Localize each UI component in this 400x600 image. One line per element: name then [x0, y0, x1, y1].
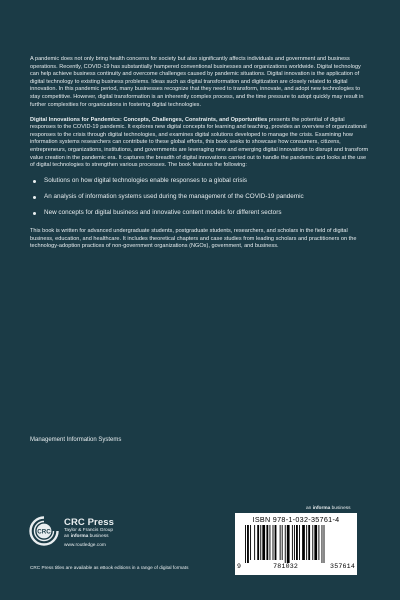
barcode-bar — [324, 525, 325, 563]
barcode-bar — [322, 525, 323, 563]
barcode-digit-group: 781032 — [273, 563, 299, 570]
feature-list-item — [30, 193, 370, 202]
barcode-bar — [245, 525, 246, 563]
barcode-bar — [260, 525, 261, 560]
barcode-bar — [275, 525, 277, 560]
crc-press-logo-icon — [29, 516, 59, 546]
bullet-icon — [33, 212, 36, 215]
barcode-digits — [237, 563, 355, 570]
description-text — [30, 56, 370, 258]
bullet-icon — [33, 196, 36, 199]
barcode-bar — [312, 525, 313, 560]
feature-text: New concepts for digital business and innovative content models for different sectors — [44, 209, 282, 217]
barcode-bar — [273, 525, 274, 560]
barcode-bar — [306, 525, 307, 560]
feature-text: Solutions on how digital technologies enable responses to a global crisis — [44, 177, 248, 185]
informa-brand: informa — [312, 506, 331, 511]
isbn-number: ISBN 978-1-032-35761-4 — [252, 515, 340, 524]
publisher-url: www.routledge.com — [64, 542, 106, 548]
barcode-bar — [292, 525, 293, 560]
feature-list — [30, 177, 370, 218]
business-suffix: business — [89, 533, 109, 539]
barcode-bar — [314, 525, 317, 560]
publisher-name: CRC Press — [64, 517, 115, 528]
business-brand: informa — [70, 533, 89, 539]
feature-list-item — [30, 209, 370, 218]
barcode-bar — [285, 525, 286, 563]
barcode-digit-group: 357614 — [330, 563, 355, 570]
isbn-barcode — [235, 513, 357, 575]
barcode-bar — [299, 525, 300, 560]
barcode-bar — [287, 525, 290, 563]
book-title-inline: Digital Innovations for Pandemics: Concepts, Challenges, Constraints, and Opportunities — [30, 116, 268, 123]
barcode-bar — [262, 525, 265, 560]
barcode-bar — [250, 525, 251, 560]
subject-category: Management Information Systems — [30, 437, 122, 443]
informa-business-tag — [306, 506, 351, 511]
barcode-bar — [302, 525, 305, 560]
publisher-business-line — [64, 534, 114, 540]
ebook-availability-note: CRC Press titles are available as eBook editions in a range of digital formats — [30, 565, 189, 570]
description-paragraph-3: This book is written for advanced undergraduate students, postgraduate students, researchers, and scholars in the field of digital business, education, and healthcare. It includes theoretical chapters and case studies from leading scholars and practitioners on the technology-adoption practices of non-government organizations (NGOs), government, and business. — [30, 228, 357, 250]
barcode-bar — [280, 525, 281, 560]
informa-suffix: business — [331, 506, 351, 511]
barcode-bar — [266, 525, 268, 560]
barcode-bar — [257, 525, 259, 560]
barcode-bar — [296, 525, 298, 560]
barcode-bar — [294, 525, 295, 560]
publisher-info — [64, 517, 114, 548]
barcode-bar — [247, 525, 249, 563]
barcode-digit-group: 9 — [237, 563, 242, 570]
barcode-bar — [308, 525, 310, 560]
description-paragraph-1: A pandemic does not only bring health concerns for society but also significantly affects individuals and government and business operations. Recently, COVID-19 has substantially hampered conventional businesses and organizations worldwide. Digital technology can help achieve business continuity and overcome challenges caused by pandemic situations. Digital innovation is the application of digital technology to existing business problems. Ideas such as digital transformation and digitization are closely related to digital innovation. In this pandemic period, many businesses recognize that they need to transform, innovate, and adopt new technologies to stay competitive. However, digital transformation is an inherently complex process, and the time pressure to adopt quickly may result in further complexities for organizations in fostering digital technologies. — [30, 56, 364, 108]
barcode-bar — [282, 525, 283, 560]
bullet-icon — [33, 180, 36, 183]
feature-list-item — [30, 177, 370, 186]
feature-text: An analysis of information systems used during the management of the COVID-19 pandemic — [44, 193, 304, 201]
barcode-bar — [318, 525, 319, 560]
barcode-bar — [254, 525, 255, 560]
publisher-group: Taylor & Francis Group — [64, 528, 114, 533]
barcode-bars — [244, 525, 348, 563]
business-prefix: an — [64, 533, 70, 539]
paragraph-2-body: presents the potential of digital responses to the COVID-19 pandemic. It explores new digital concepts for learning and teaching, provides an overview of organizational responses to the crisis through digital technologies, and examines digital solutions developed to manage the crisis. Examining how information systems researchers can contribute to these global efforts, this book seeks to showcase how consumers, citizens, entrepreneurs, organizations, institutions, and governments are leveraging new and emerging digital innovations to disrupt and transform value creation in the pandemic era. It captures the breadth of digital innovations carried out to handle the pandemic and looks at the use of digital technologies to strengthen various processes. The book features the following: — [30, 116, 369, 169]
informa-prefix: an — [306, 506, 312, 511]
logo-text: CRC — [37, 528, 51, 536]
barcode-bar — [269, 525, 270, 560]
description-paragraph-2 — [30, 117, 370, 170]
